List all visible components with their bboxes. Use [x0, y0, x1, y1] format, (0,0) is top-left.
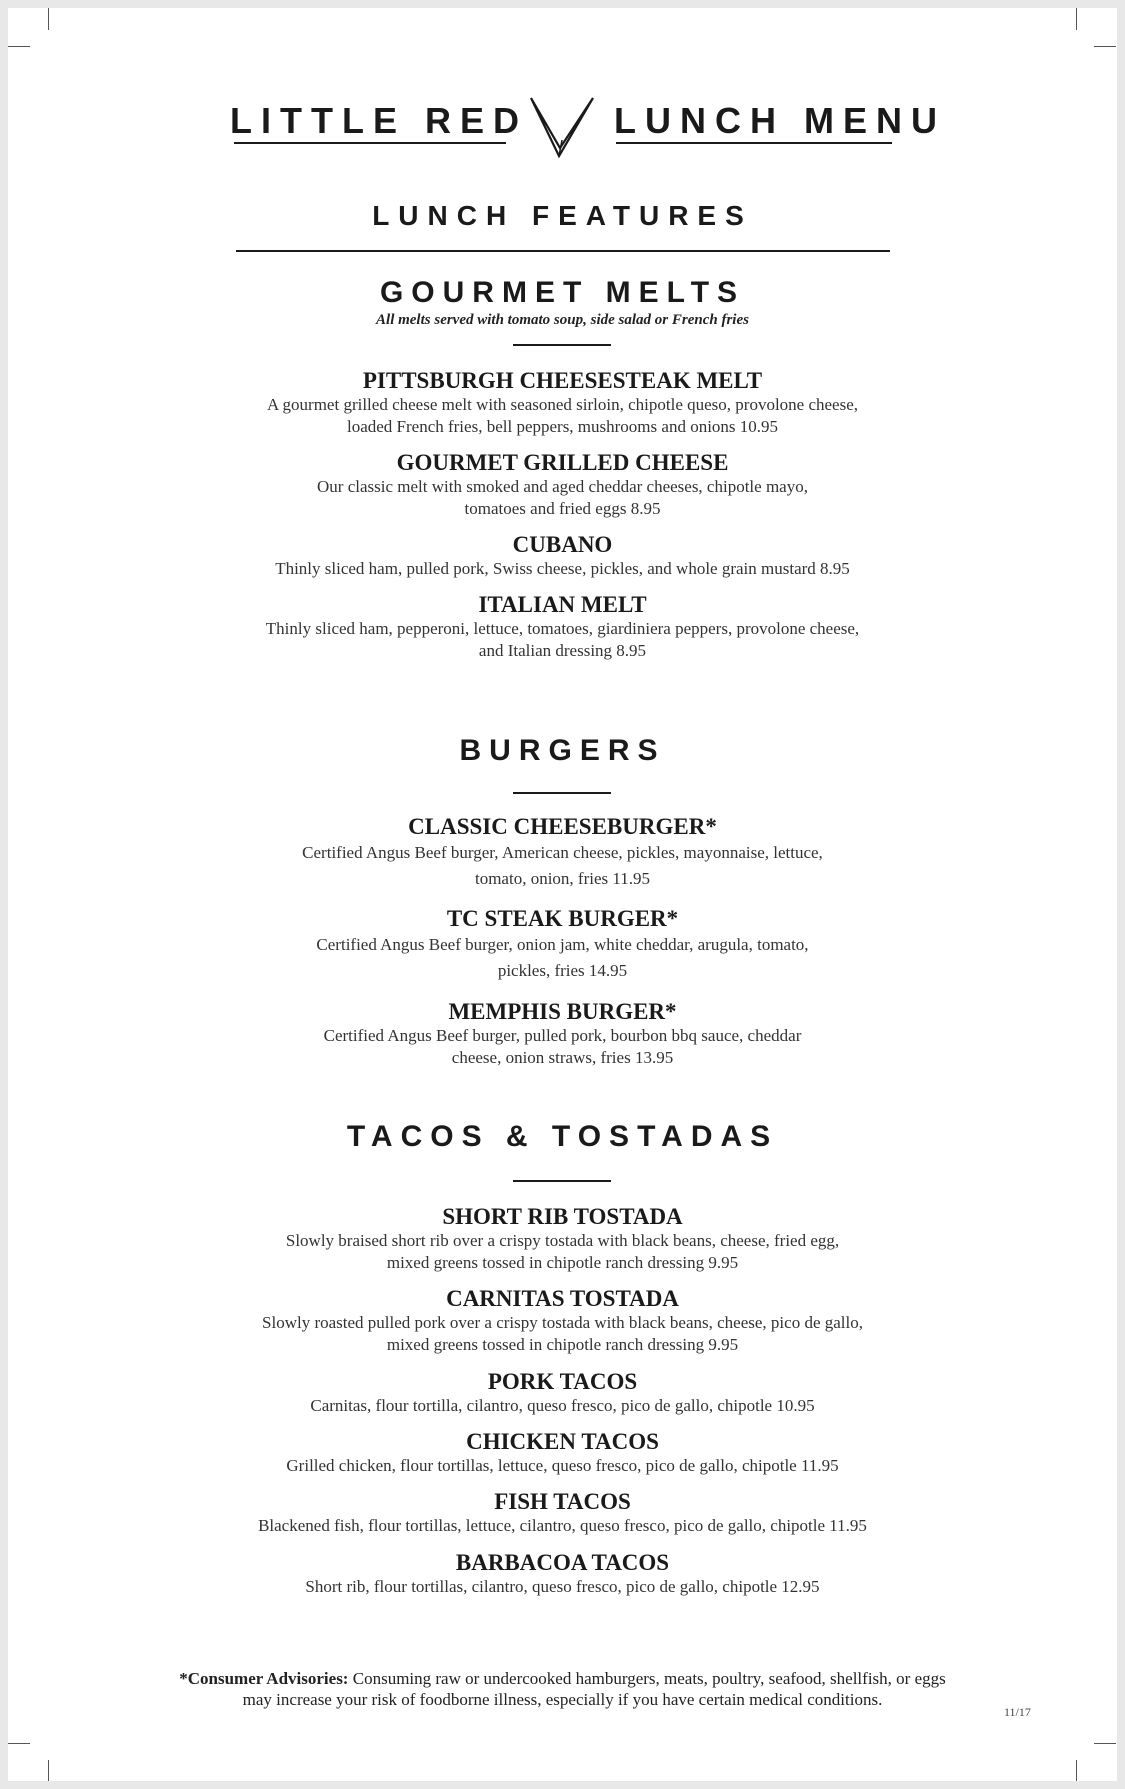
item-name: MEMPHIS BURGER* — [448, 999, 677, 1024]
item-desc: Certified Angus Beef burger, onion jam, white cheddar, arugula, tomato, — [316, 935, 809, 954]
restaurant-name: LITTLE RED — [230, 100, 528, 141]
menu-header — [8, 90, 1117, 170]
item-desc: Certified Angus Beef burger, American cheese, pickles, mayonnaise, lettuce, — [302, 843, 823, 862]
section-rule — [513, 792, 611, 794]
menu-item — [8, 1489, 1117, 1537]
advisory-text: Consuming raw or undercooked hamburgers, meats, poultry, seafood, shellfish, or eggs — [348, 1669, 946, 1688]
crop-mark — [1094, 1743, 1116, 1744]
date-code: 11/17 — [1004, 1705, 1031, 1719]
menu-item — [8, 1429, 1117, 1477]
section-title-tacos: TACOS & TOSTADAS — [346, 1120, 779, 1153]
crop-mark — [1076, 8, 1077, 30]
item-name: CARNITAS TOSTADA — [446, 1286, 679, 1311]
item-name: TC STEAK BURGER* — [446, 906, 679, 931]
menu-item — [8, 814, 1117, 892]
item-desc: cheese, onion straws, fries 13.95 — [451, 1048, 674, 1067]
item-desc: mixed greens tossed in chipotle ranch dressing 9.95 — [386, 1253, 739, 1272]
menu-item — [8, 999, 1117, 1069]
v-chevron-logo-icon — [529, 94, 595, 160]
section-title-burgers: BURGERS — [459, 734, 666, 767]
item-desc: Certified Angus Beef burger, pulled pork, bourbon bbq sauce, cheddar — [323, 1026, 802, 1045]
item-name: CHICKEN TACOS — [466, 1429, 659, 1454]
features-rule — [236, 250, 890, 252]
crop-mark — [1094, 46, 1116, 47]
melts-note: All melts served with tomato soup, side salad or French fries — [376, 312, 749, 328]
item-name: PORK TACOS — [487, 1369, 638, 1394]
item-desc: loaded French fries, bell peppers, mushrooms and onions 10.95 — [346, 417, 779, 436]
item-name: PITTSBURGH CHEESESTEAK MELT — [362, 368, 763, 393]
header-rule-left — [234, 142, 506, 144]
item-name: CLASSIC CHEESEBURGER* — [408, 814, 717, 839]
crop-mark — [8, 1743, 30, 1744]
menu-item — [8, 1286, 1117, 1356]
item-desc: and Italian dressing 8.95 — [478, 641, 647, 660]
crop-mark — [1076, 1760, 1077, 1781]
header-rule-right — [616, 142, 892, 144]
crop-mark — [8, 46, 30, 47]
item-name: GOURMET GRILLED CHEESE — [396, 450, 729, 475]
item-name: BARBACOA TACOS — [455, 1550, 670, 1575]
item-desc: Slowly braised short rib over a crispy tostada with black beans, cheese, fried egg, — [285, 1231, 840, 1250]
menu-item — [8, 592, 1117, 662]
item-desc: Thinly sliced ham, pepperoni, lettuce, tomatoes, giardiniera peppers, provolone cheese, — [265, 619, 860, 638]
menu-item — [8, 450, 1117, 520]
item-name: FISH TACOS — [494, 1489, 631, 1514]
item-desc: Thinly sliced ham, pulled pork, Swiss cheese, pickles, and whole grain mustard 8.95 — [275, 559, 850, 578]
menu-page — [8, 8, 1117, 1781]
menu-item — [8, 532, 1117, 580]
item-desc: Carnitas, flour tortilla, cilantro, queso fresco, pico de gallo, chipotle 10.95 — [310, 1396, 815, 1415]
item-desc: Slowly roasted pulled pork over a crispy tostada with black beans, cheese, pico de gallo, — [262, 1313, 863, 1332]
advisory-line-2: may increase your risk of foodborne illness, especially if you have certain medical conditions. — [242, 1690, 883, 1709]
crop-mark — [48, 8, 49, 30]
crop-mark — [48, 1760, 49, 1781]
section-rule — [513, 1180, 611, 1182]
consumer-advisory — [8, 1668, 1117, 1710]
item-desc: A gourmet grilled cheese melt with seasoned sirloin, chipotle queso, provolone cheese, — [266, 395, 859, 414]
item-desc: Short rib, flour tortillas, cilantro, queso fresco, pico de gallo, chipotle 12.95 — [305, 1577, 820, 1596]
menu-item — [8, 1204, 1117, 1274]
advisory-label: *Consumer Advisories: — [179, 1669, 349, 1688]
section-title-melts: GOURMET MELTS — [379, 276, 746, 309]
menu-item — [8, 368, 1117, 438]
section-rule — [513, 344, 611, 346]
item-name: ITALIAN MELT — [478, 592, 647, 617]
item-desc: pickles, fries 14.95 — [497, 961, 628, 980]
item-desc: Blackened fish, flour tortillas, lettuce, cilantro, queso fresco, pico de gallo, chipotle 11.95 — [258, 1516, 867, 1535]
advisory-line-1 — [8, 1668, 1117, 1689]
item-name: SHORT RIB TOSTADA — [442, 1204, 683, 1229]
item-name: CUBANO — [512, 532, 613, 557]
menu-item — [8, 906, 1117, 984]
item-desc: tomatoes and fried eggs 8.95 — [464, 499, 661, 518]
item-desc: Our classic melt with smoked and aged cheddar cheeses, chipotle mayo, — [317, 477, 808, 496]
item-desc: mixed greens tossed in chipotle ranch dressing 9.95 — [386, 1335, 739, 1354]
menu-item — [8, 1550, 1117, 1598]
menu-name: LUNCH MENU — [614, 100, 946, 141]
item-desc: tomato, onion, fries 11.95 — [474, 869, 650, 888]
features-title: LUNCH FEATURES — [372, 200, 753, 231]
menu-item — [8, 1369, 1117, 1417]
item-desc: Grilled chicken, flour tortillas, lettuce, queso fresco, pico de gallo, chipotle 11.95 — [286, 1456, 839, 1475]
